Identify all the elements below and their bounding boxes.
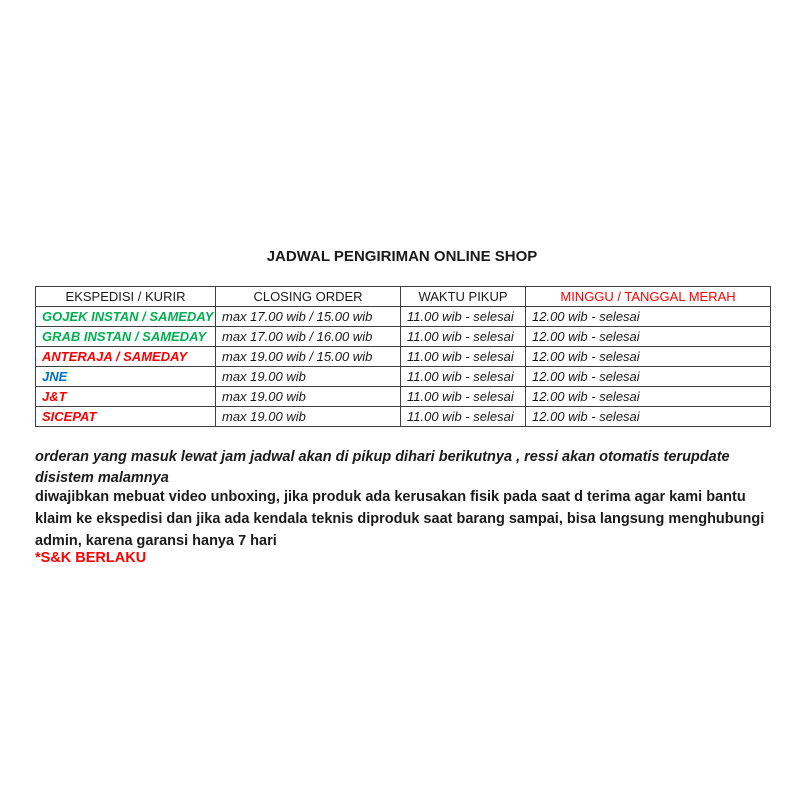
note-pickup-schedule: orderan yang masuk lewat jam jadwal akan di pikup dihari berikutnya , ressi akan otomatis terupdate disistem malamnya <box>35 449 730 486</box>
minggu-cell: 12.00 wib - selesai <box>526 307 771 327</box>
closing-cell: max 19.00 wib / 15.00 wib <box>216 347 401 367</box>
header-waktu-pikup: WAKTU PIKUP <box>401 287 526 307</box>
table-row <box>36 347 771 367</box>
minggu-cell: 12.00 wib - selesai <box>526 407 771 427</box>
header-minggu-tanggal-merah: MINGGU / TANGGAL MERAH <box>526 287 771 307</box>
table-row <box>36 327 771 347</box>
table-row <box>36 307 771 327</box>
closing-cell: max 19.00 wib <box>216 367 401 387</box>
closing-cell: max 17.00 wib / 16.00 wib <box>216 327 401 347</box>
kurir-cell: GRAB INSTAN / SAMEDAY <box>36 327 216 347</box>
kurir-cell: SICEPAT <box>36 407 216 427</box>
terms-label: *S&K BERLAKU <box>35 550 147 566</box>
pikup-cell: 11.00 wib - selesai <box>401 307 526 327</box>
header-closing-order: CLOSING ORDER <box>216 287 401 307</box>
pikup-cell: 11.00 wib - selesai <box>401 387 526 407</box>
table-row <box>36 367 771 387</box>
closing-cell: max 19.00 wib <box>216 407 401 427</box>
table-header-row <box>36 287 771 307</box>
closing-cell: max 17.00 wib / 15.00 wib <box>216 307 401 327</box>
page-title: JADWAL PENGIRIMAN ONLINE SHOP <box>266 248 538 265</box>
kurir-cell: J&T <box>36 387 216 407</box>
minggu-cell: 12.00 wib - selesai <box>526 387 771 407</box>
kurir-cell: GOJEK INSTAN / SAMEDAY <box>36 307 216 327</box>
shipping-schedule-table <box>35 286 771 427</box>
kurir-cell: ANTERAJA / SAMEDAY <box>36 347 216 367</box>
minggu-cell: 12.00 wib - selesai <box>526 327 771 347</box>
minggu-cell: 12.00 wib - selesai <box>526 347 771 367</box>
kurir-cell: JNE <box>36 367 216 387</box>
closing-cell: max 19.00 wib <box>216 387 401 407</box>
header-ekspedisi: EKSPEDISI / KURIR <box>36 287 216 307</box>
pikup-cell: 11.00 wib - selesai <box>401 367 526 387</box>
pikup-cell: 11.00 wib - selesai <box>401 407 526 427</box>
table-row <box>36 407 771 427</box>
note-unboxing-warranty: diwajibkan mebuat video unboxing, jika produk ada kerusakan fisik pada saat d terima agar kami bantu klaim ke ekspedisi dan jika ada kendala teknis diproduk saat barang sampai, bisa langsung menghubungi admin, karena garansi hanya 7 hari <box>35 489 765 549</box>
pikup-cell: 11.00 wib - selesai <box>401 347 526 367</box>
minggu-cell: 12.00 wib - selesai <box>526 367 771 387</box>
pikup-cell: 11.00 wib - selesai <box>401 327 526 347</box>
table-row <box>36 387 771 407</box>
